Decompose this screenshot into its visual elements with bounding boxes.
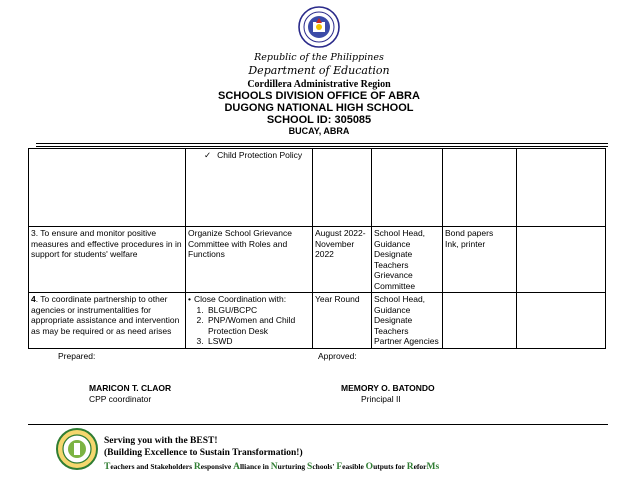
- action-plan-table: [28, 148, 606, 349]
- tagline-word: urturing: [277, 462, 308, 471]
- deped-seal-icon: [298, 6, 340, 48]
- school-logo-icon: [56, 428, 98, 470]
- tagline-word: utputs for: [373, 462, 407, 471]
- region-text: Cordillera Administrative Region: [247, 79, 391, 90]
- person-line: Teachers: [374, 259, 409, 270]
- table-cell: [517, 293, 606, 349]
- table-row: [29, 293, 606, 349]
- prepared-name: MARICON T. CLAOR: [89, 383, 172, 393]
- tagline-initial: M: [426, 462, 436, 472]
- tagline-initial: F: [336, 462, 343, 472]
- approved-name: MEMORY O. BATONDO: [341, 383, 435, 393]
- person-line: Designate: [374, 315, 413, 325]
- prepared-label: Prepared:: [58, 351, 96, 361]
- resource-line: Ink, printer: [445, 238, 486, 249]
- activity-bullet: Close Coordination with:: [194, 294, 287, 304]
- school-location: BUCAY, ABRA: [288, 126, 350, 136]
- list-item: 1. BLGU/BCPC: [206, 305, 310, 316]
- person-line: Committee: [374, 280, 416, 291]
- tagline-initial: O: [365, 462, 374, 472]
- objective-number: 4: [31, 294, 36, 304]
- footer-tagline: [104, 462, 439, 472]
- tagline-initial: T: [104, 462, 111, 472]
- tagline-initial: N: [270, 462, 278, 472]
- tagline-initial: S: [307, 462, 313, 472]
- division-text: SCHOOLS DIVISION OFFICE OF ABRA: [218, 90, 420, 102]
- persons-cell: [372, 227, 443, 293]
- footer-divider: [28, 424, 608, 425]
- tagline-word: lliance in: [239, 462, 271, 471]
- tagline-word: efor: [413, 462, 427, 471]
- person-line: Guidance: [374, 304, 411, 315]
- resource-line: Bond papers: [445, 228, 494, 238]
- school-id: SCHOOL ID: 305085: [266, 114, 372, 126]
- resources-cell: [443, 227, 517, 293]
- tagline-word: esponsive: [200, 462, 234, 471]
- table-cell: [517, 149, 606, 227]
- footer-motto-expansion: (Building Excellence to Sustain Transformation!): [104, 448, 303, 458]
- persons-cell: [372, 293, 443, 349]
- tagline-initial: R: [193, 462, 201, 472]
- checkmark-icon: ✓: [204, 150, 212, 160]
- table-row: [29, 227, 606, 293]
- person-line: Grievance: [374, 270, 413, 280]
- approved-label: Approved:: [318, 351, 357, 361]
- table-cell: [186, 149, 313, 227]
- header-divider-thin: [36, 146, 608, 147]
- person-line: Designate: [374, 249, 413, 259]
- activity-list: [188, 305, 310, 347]
- footer-motto: Serving you with the BEST!: [104, 436, 218, 446]
- table-cell: [443, 293, 517, 349]
- timeframe-cell: Year Round: [313, 293, 372, 349]
- person-line: Partner Agencies: [374, 336, 439, 346]
- table-cell: [517, 227, 606, 293]
- tagline-initial: s: [435, 462, 440, 472]
- person-line: School Head,: [374, 228, 426, 238]
- approved-title: Principal II: [361, 394, 401, 404]
- tagline-initial: A: [233, 462, 240, 472]
- list-item: 2. PNP/Women and Child Protection Desk: [206, 315, 310, 336]
- activity-cell: Organize School Grievance Committee with Roles and Functions: [186, 227, 313, 293]
- prepared-title: CPP coordinator: [89, 394, 152, 404]
- activity-cell: [186, 293, 313, 349]
- list-item: 3. LSWD: [206, 336, 310, 347]
- tagline-word: eachers and Stakeholders: [110, 462, 194, 471]
- person-line: Teachers: [374, 325, 409, 336]
- person-line: Guidance: [374, 238, 411, 249]
- tagline-word: easible: [342, 462, 366, 471]
- republic-text: Republic of the Philippines: [254, 52, 384, 63]
- table-cell: [29, 149, 186, 227]
- bullet-icon: •: [188, 294, 191, 304]
- table-cell: [443, 149, 517, 227]
- objective-text: . To coordinate partnership to other agencies or instrumentalities for appropriate assistance and intervention as may be required or as need arises: [31, 294, 180, 336]
- objective-cell: 3. To ensure and monitor positive measures and effective procedures in in support for students' welfare: [29, 227, 186, 293]
- tagline-initial: R: [406, 462, 414, 472]
- objective-cell: [29, 293, 186, 349]
- strategy-item: Child Protection Policy: [217, 150, 303, 160]
- table-row: [29, 149, 606, 227]
- timeframe-cell: August 2022- November 2022: [313, 227, 372, 293]
- tagline-word: chools': [312, 462, 337, 471]
- person-line: School Head,: [374, 294, 426, 304]
- school-name: DUGONG NATIONAL HIGH SCHOOL: [224, 102, 414, 114]
- table-cell: [313, 149, 372, 227]
- header-divider: [36, 143, 608, 144]
- department-text: Department of Education: [248, 64, 390, 77]
- table-cell: [372, 149, 443, 227]
